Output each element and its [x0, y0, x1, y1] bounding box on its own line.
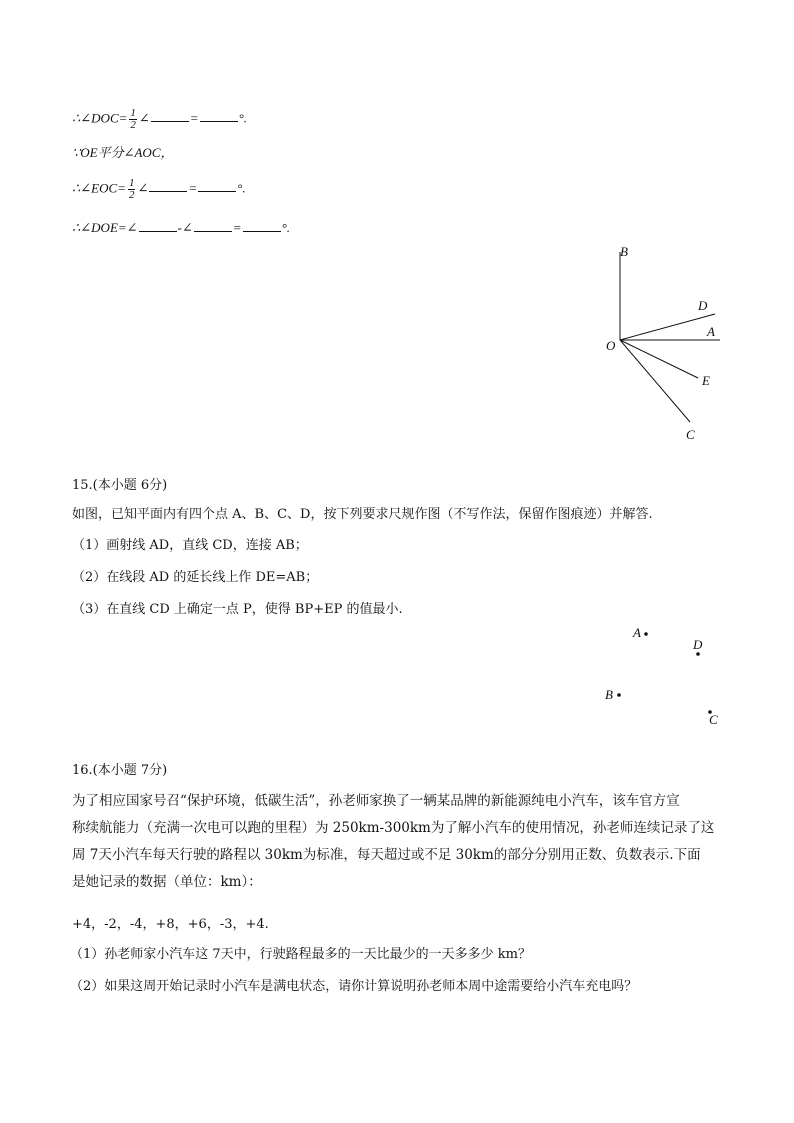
- point-label-a: A: [633, 625, 641, 640]
- fraction-half: [128, 178, 136, 201]
- equals-sign: =: [189, 110, 199, 126]
- proof-line-doc: [72, 108, 247, 131]
- fraction-numerator: 1: [130, 107, 136, 119]
- fraction-numerator: 1: [128, 177, 135, 189]
- angle-symbol: ∠: [138, 110, 150, 126]
- point-b: [617, 693, 621, 697]
- label-b: B: [620, 244, 628, 259]
- q15-item-1: （1）画射线 AD，直线 CD，连接 AB；: [72, 538, 308, 553]
- q15-intro: 如图，已知平面内有四个点 A、B、C、D，按下列要求尺规作图（不写作法，保留作图痕迹）并解答.: [72, 507, 653, 522]
- degree-symbol: °.: [281, 220, 291, 235]
- answer-blank[interactable]: [151, 109, 189, 122]
- q16-data: +4，-2，-4，+8，+6，-3，+4.: [72, 917, 269, 932]
- label-a: A: [707, 324, 715, 339]
- point-label-d: D: [693, 637, 703, 652]
- q16-para-line: 周 7天小汽车每天行驶的路程以 30km为标准，每天超过或不足 30km的部分分别用正数、负数表示.下面: [72, 847, 701, 863]
- minus-angle: -∠: [177, 220, 193, 235]
- point-d: [696, 652, 700, 656]
- q16-para-line: 为了相应国家号召“保护环境，低碳生活”，孙老师家换了一辆某品牌的新能源纯电小汽车，该车官方宣: [72, 793, 680, 809]
- label-c: C: [686, 427, 695, 442]
- proof-line-bisector: ∵OE平分∠AOC，: [72, 145, 174, 160]
- q16-item-2: （2）如果这周开始记录时小汽车是满电状态，请你计算说明孙老师本周中途需要给小汽车充电吗？: [70, 979, 638, 994]
- fraction-denominator: 2: [128, 189, 135, 201]
- proof-text: ∴∠DOE=∠: [72, 220, 138, 235]
- ray-oc: [620, 340, 690, 422]
- label-e: E: [702, 373, 710, 388]
- fraction-half: [129, 108, 137, 131]
- answer-blank[interactable]: [139, 219, 177, 232]
- degree-symbol: °.: [237, 180, 246, 196]
- points-figure: [600, 620, 730, 730]
- label-o: O: [606, 338, 616, 353]
- q15-item-2: （2）在线段 AD 的延长线上作 DE=AB；: [72, 570, 319, 585]
- fraction-denominator: 2: [130, 119, 136, 131]
- q16-paragraph: [72, 788, 732, 896]
- answer-blank[interactable]: [149, 179, 187, 192]
- point-label-c: C: [709, 712, 718, 727]
- proof-line-eoc: [72, 178, 246, 201]
- proof-line-doe: [72, 219, 290, 237]
- q16-header: 16.(本小题 7分): [72, 763, 168, 778]
- angle-symbol: ∠: [137, 180, 149, 196]
- answer-blank[interactable]: [198, 179, 236, 192]
- proof-text: ∴∠DOC=: [72, 110, 128, 126]
- angle-figure: [600, 240, 730, 450]
- equals-sign: =: [232, 220, 242, 235]
- answer-blank[interactable]: [200, 109, 238, 122]
- proof-text: ∴∠EOC=: [72, 180, 126, 196]
- answer-blank[interactable]: [243, 219, 281, 232]
- q16-item-1: （1）孙老师家小汽车这 7天中，行驶路程最多的一天比最少的一天多多少 km？: [70, 947, 532, 962]
- label-d: D: [698, 298, 708, 313]
- point-label-b: B: [605, 687, 613, 702]
- equals-sign: =: [188, 180, 198, 196]
- q16-para-line: 称续航能力（充满一次电可以跑的里程）为 250km-300km为了解小汽车的使用情况，孙老师连续记录了这: [72, 820, 715, 836]
- ray-oe: [620, 340, 698, 378]
- q15-item-3: （3）在直线 CD 上确定一点 P，使得 BP+EP 的值最小.: [72, 602, 403, 617]
- answer-blank[interactable]: [194, 219, 232, 232]
- q16-para-line: 是她记录的数据（单位：km）：: [72, 874, 262, 890]
- q15-header: 15.(本小题 6分): [72, 478, 168, 493]
- point-a: [644, 632, 648, 636]
- ray-od: [620, 314, 715, 340]
- degree-symbol: °.: [238, 110, 248, 126]
